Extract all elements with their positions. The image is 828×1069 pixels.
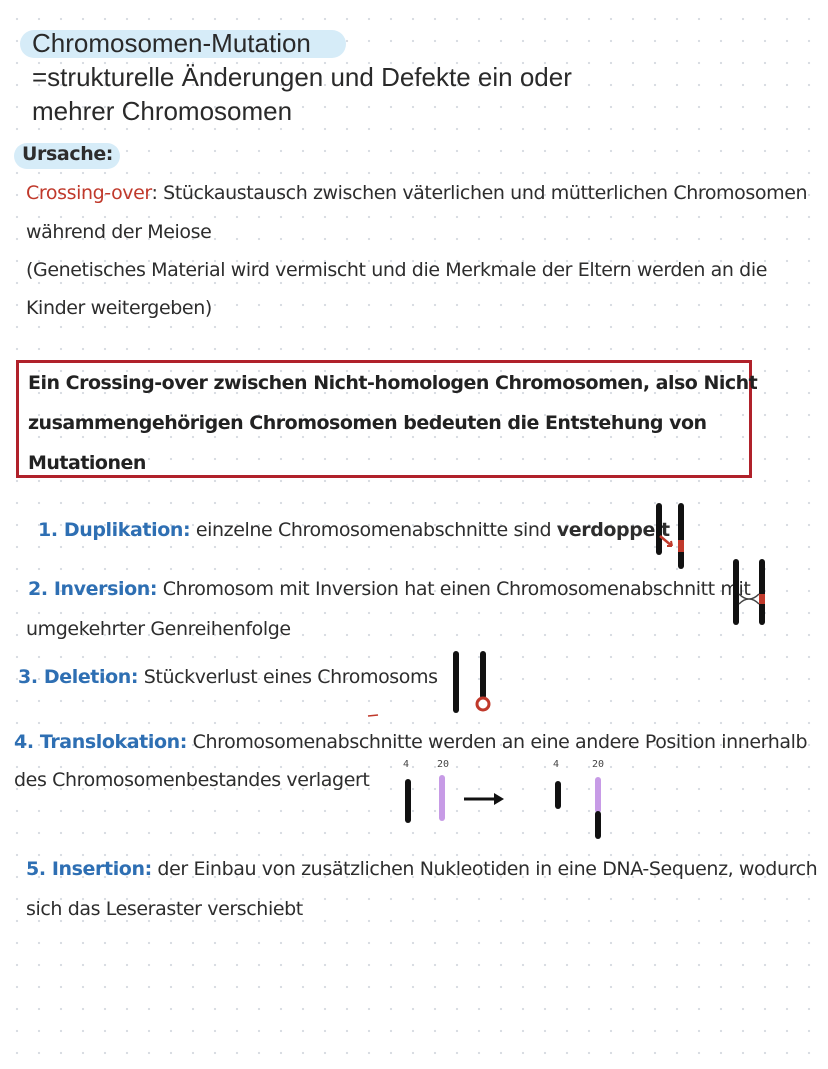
inversion-line2: umgekehrter Genreihenfolge [26,618,291,640]
translocation-num-4-before: 4 [403,759,410,770]
cause-line1 [26,182,807,204]
insertion-line2: sich das Leseraster verschiebt [26,898,303,920]
item-inversion [28,578,750,600]
translocation-text: Chromosomenabschnitte werden an eine andere Position innerhalb [186,731,808,753]
inversion-text: Chromosom mit Inversion hat einen Chromosomenabschnitt mit [157,578,751,600]
cause-line4: Kinder weitergeben) [26,297,212,319]
translocation-diagram-icon [396,772,616,844]
deletion-label: 3. Deletion: [18,666,139,688]
translocation-label: 4. Translokation: [14,731,187,753]
translocation-num-20-after: 20 [592,759,605,770]
stray-mark-icon [366,712,382,720]
duplication-text: einzelne Chromosomenabschnitte sind [190,519,557,541]
translocation-line2: des Chromosomenbestandes verlagert [14,769,370,791]
item-deletion [18,666,438,688]
translocation-num-20-before: 20 [437,759,450,770]
deletion-text: Stückverlust eines Chromosoms [138,666,438,688]
deletion-chromosome-icon [444,648,500,720]
translocation-num-4-after: 4 [553,759,560,770]
duplication-label: 1. Duplikation: [38,519,191,541]
cause-heading: Ursache: [22,143,114,165]
item-insertion [26,858,817,880]
box-line2: zusammengehörigen Chromosomen bedeuten die Entstehung von [28,412,707,434]
page-title: Chromosomen-Mutation [32,28,311,58]
cause-line1-text: : Stückaustausch zwischen väterlichen und mütterlichen Chromosomen [151,182,808,204]
item-translocation [14,731,807,753]
duplication-emph: verdoppelt [556,519,670,541]
inversion-chromosome-icon [726,556,772,628]
cause-line3: (Genetisches Material wird vermischt und die Merkmale der Eltern werden an die [26,259,767,281]
title-definition-line2: mehrer Chromosomen [32,96,293,126]
cause-line2: während der Meiose [26,221,212,243]
crossing-over-term: Crossing-over [26,182,152,204]
insertion-text: der Einbau von zusätzlichen Nukleotiden in eine DNA-Sequenz, wodurch [151,858,818,880]
inversion-label: 2. Inversion: [28,578,158,600]
duplication-chromosome-icon [648,500,692,570]
title-definition-line1: =strukturelle Änderungen und Defekte ein oder [32,62,572,92]
insertion-label: 5. Insertion: [26,858,152,880]
box-line3: Mutationen [28,452,146,474]
box-line1: Ein Crossing-over zwischen Nicht-homologen Chromosomen, also Nicht [28,372,758,394]
item-duplication [38,519,670,541]
